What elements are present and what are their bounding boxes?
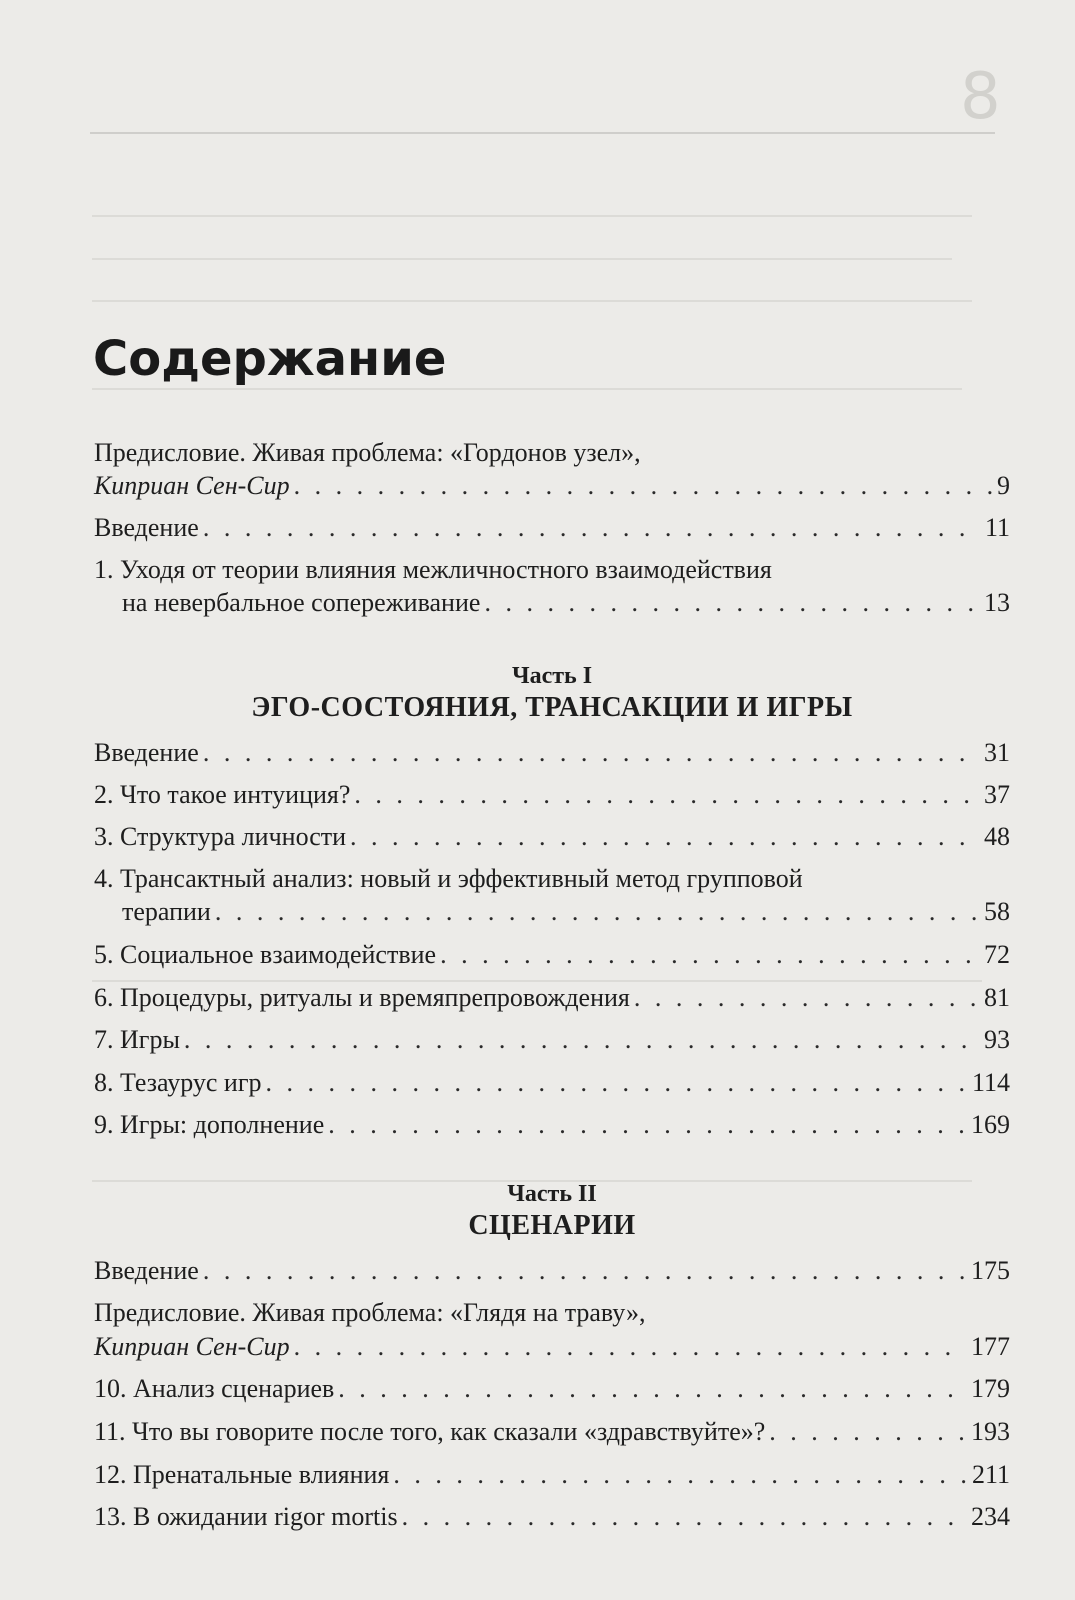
toc-entry — [94, 1502, 1010, 1532]
toc-page-number: 114 — [971, 1068, 1010, 1097]
toc-entry-line1: Предисловие. Живая проблема: «Глядя на траву», — [94, 1298, 646, 1327]
toc-page-number: 58 — [984, 897, 1010, 926]
toc-page-number: 193 — [971, 1417, 1010, 1446]
toc-page-number: 81 — [984, 983, 1010, 1012]
toc-leader-dots — [484, 588, 980, 618]
toc-page-number: 37 — [984, 780, 1010, 809]
toc-leader-dots — [294, 471, 993, 501]
toc-entry — [94, 1460, 1010, 1490]
toc-entry-label: Введение — [94, 738, 199, 767]
toc-entry-label: 2. Что такое интуиция? — [94, 780, 351, 809]
toc-entry — [94, 738, 1010, 768]
toc-entry — [94, 1068, 1010, 1098]
toc-entry-line1: 4. Трансактный анализ: новый и эффективный метод групповой — [94, 864, 803, 893]
toc-leader-dots — [203, 1256, 967, 1286]
toc-page-number: 13 — [984, 588, 1010, 617]
toc-entry — [94, 471, 1010, 501]
toc-leader-dots — [294, 1332, 967, 1362]
toc-leader-dots — [215, 897, 980, 927]
ghost-text-line — [92, 300, 972, 302]
toc-leader-dots — [634, 983, 980, 1013]
part-label: Часть II — [507, 1181, 597, 1207]
part-title: СЦЕНАРИИ — [468, 1210, 636, 1241]
toc-entry-label: 6. Процедуры, ритуалы и времяпрепровождения — [94, 983, 630, 1012]
toc-entry-label: Введение — [94, 1256, 199, 1285]
toc-entry — [94, 1332, 1010, 1362]
ghost-text-line — [92, 388, 962, 390]
toc-page-number: 48 — [984, 822, 1010, 851]
toc-leader-dots — [354, 780, 980, 810]
toc-entry — [122, 897, 1010, 927]
toc-entry-label: Киприан Сен-Сир — [94, 1332, 290, 1361]
toc-page-number: 175 — [971, 1256, 1010, 1285]
toc-page-number: 234 — [971, 1502, 1010, 1531]
part-label: Часть I — [511, 663, 593, 689]
part-title: ЭГО-СОСТОЯНИЯ, ТРАНСАКЦИИ И ИГРЫ — [251, 692, 853, 723]
ghost-text-line — [92, 258, 952, 260]
toc-entry — [94, 983, 1010, 1013]
toc-leader-dots — [769, 1417, 967, 1447]
toc-page-number: 177 — [971, 1332, 1010, 1361]
toc-entry — [94, 822, 1010, 852]
toc-leader-dots — [203, 738, 980, 768]
toc-entry-label: 10. Анализ сценариев — [94, 1374, 335, 1403]
toc-entry — [94, 1025, 1010, 1055]
ghost-text-line — [92, 980, 982, 982]
toc-entry — [94, 1110, 1010, 1140]
toc-entry-label: терапии — [122, 897, 211, 926]
toc-entry-label: 7. Игры — [94, 1025, 180, 1054]
toc-leader-dots — [402, 1502, 967, 1532]
toc-page-number: 11 — [984, 513, 1010, 542]
toc-entry-label: 11. Что вы говорите после того, как сказали «здравствуйте»? — [94, 1417, 766, 1446]
toc-entry-label: Киприан Сен-Сир — [94, 471, 290, 500]
toc-entry — [94, 1256, 1010, 1286]
page-title: Содержание — [93, 331, 447, 387]
toc-entry-label: Введение — [94, 513, 199, 542]
toc-leader-dots — [266, 1068, 968, 1098]
toc-entry-label: 3. Структура личности — [94, 822, 347, 851]
toc-page-number: 179 — [971, 1374, 1010, 1403]
toc-entry-line1: Предисловие. Живая проблема: «Гордонов узел», — [94, 438, 641, 467]
toc-page-number: 31 — [984, 738, 1010, 767]
toc-entry-line1: 1. Уходя от теории влияния межличностного взаимодействия — [94, 555, 772, 584]
toc-page-number: 72 — [984, 940, 1010, 969]
toc-entry-label: 9. Игры: дополнение — [94, 1110, 325, 1139]
ghost-header-rule — [90, 132, 995, 134]
toc-entry-label: 8. Тезаурус игр — [94, 1068, 262, 1097]
toc-entry — [94, 780, 1010, 810]
toc-entry — [94, 513, 1010, 543]
toc-leader-dots — [184, 1025, 980, 1055]
toc-leader-dots — [393, 1460, 968, 1490]
ghost-text-line — [92, 215, 972, 217]
ghost-page-mark: 8 — [960, 60, 1001, 134]
toc-entry — [122, 588, 1010, 618]
toc-entry — [94, 1417, 1010, 1447]
toc-entry-label: 12. Пренатальные влияния — [94, 1460, 390, 1489]
toc-page-number: 93 — [984, 1025, 1010, 1054]
toc-leader-dots — [328, 1110, 967, 1140]
toc-entry-label: 13. В ожидании rigor mortis — [94, 1502, 398, 1531]
toc-page-number: 169 — [971, 1110, 1010, 1139]
toc-entry — [94, 1374, 1010, 1404]
toc-page-number: 211 — [971, 1460, 1010, 1489]
toc-entry — [94, 940, 1010, 970]
toc-page-number: 9 — [997, 471, 1010, 500]
toc-entry-label: 5. Социальное взаимодействие — [94, 940, 437, 969]
toc-leader-dots — [203, 513, 981, 543]
toc-leader-dots — [440, 940, 980, 970]
toc-leader-dots — [350, 822, 980, 852]
toc-leader-dots — [338, 1374, 967, 1404]
toc-entry-label: на невербальное сопереживание — [122, 588, 481, 617]
